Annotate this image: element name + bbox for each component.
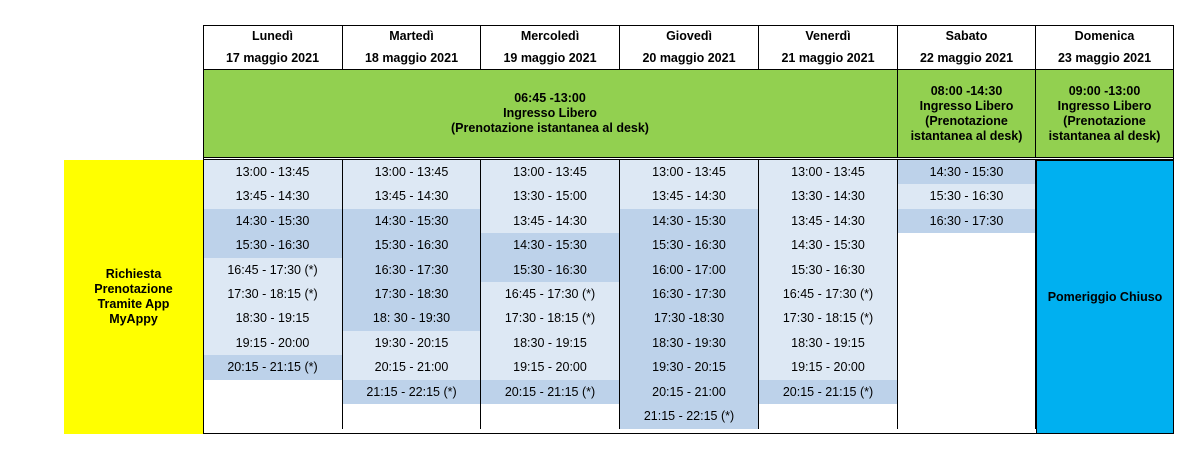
day-header-sun: Domenica [1036, 25, 1174, 47]
time-slot: 15:30 - 16:30 [481, 258, 620, 283]
saturday-morning-block [898, 69, 1036, 158]
empty-slot [203, 404, 343, 429]
grid-line [203, 69, 1174, 70]
saturday-morning-hours: 08:00 -14:30 [930, 83, 1003, 98]
day-header-tue: Martedì [343, 25, 481, 47]
weekday-morning-block [203, 69, 898, 158]
time-slot: 13:45 - 14:30 [620, 184, 759, 209]
sunday-morning-note-2: istantanea al desk) [1048, 128, 1161, 143]
empty-slot [759, 404, 898, 429]
date-wed: 19 maggio 2021 [481, 47, 620, 69]
saturday-morning-entry: Ingresso Libero [919, 98, 1014, 113]
grid-line [1173, 25, 1174, 434]
time-slot: 20:15 - 21:15 (*) [481, 380, 620, 405]
time-slot: 20:15 - 21:00 [620, 380, 759, 405]
sunday-morning-hours: 09:00 -13:00 [1068, 83, 1141, 98]
time-slot: 13:30 - 14:30 [759, 184, 898, 209]
grid-line [203, 433, 1174, 434]
date-sat: 22 maggio 2021 [898, 47, 1036, 69]
time-slot: 16:45 - 17:30 (*) [759, 282, 898, 307]
booking-request-label [64, 160, 203, 434]
weekday-morning-hours: 06:45 -13:00 [514, 91, 586, 105]
empty-slot [898, 380, 1036, 405]
time-slot: 19:30 - 20:15 [343, 331, 481, 356]
sunday-afternoon-closed: Pomeriggio Chiuso [1036, 160, 1174, 434]
booking-label-line-1: Richiesta [105, 267, 162, 281]
saturday-morning-note-2: istantanea al desk) [910, 128, 1023, 143]
grid-line [203, 25, 204, 434]
time-slot: 18:30 - 19:15 [759, 331, 898, 356]
time-slot: 13:45 - 14:30 [481, 209, 620, 234]
time-slot: 17:30 - 18:15 (*) [203, 282, 343, 307]
time-slot: 20:15 - 21:15 (*) [203, 355, 343, 380]
time-slot: 14:30 - 15:30 [620, 209, 759, 234]
time-slot: 17:30 - 18:15 (*) [481, 306, 620, 331]
day-header-wed: Mercoledì [481, 25, 620, 47]
time-slot: 17:30 - 18:15 (*) [759, 306, 898, 331]
time-slot: 19:15 - 20:00 [203, 331, 343, 356]
time-slot: 18:30 - 19:15 [203, 306, 343, 331]
time-slot: 13:00 - 13:45 [203, 160, 343, 185]
time-slot: 15:30 - 16:30 [898, 184, 1036, 209]
time-slot: 14:30 - 15:30 [759, 233, 898, 258]
empty-slot [203, 380, 343, 405]
time-slot: 21:15 - 22:15 (*) [343, 380, 481, 405]
date-mon: 17 maggio 2021 [203, 47, 343, 69]
time-slot: 13:30 - 15:00 [481, 184, 620, 209]
date-tue: 18 maggio 2021 [343, 47, 481, 69]
time-slot: 16:30 - 17:30 [898, 209, 1036, 234]
time-slot: 18:30 - 19:15 [481, 331, 620, 356]
time-slot: 14:30 - 15:30 [898, 160, 1036, 185]
time-slot: 13:45 - 14:30 [759, 209, 898, 234]
time-slot: 16:30 - 17:30 [620, 282, 759, 307]
day-header-mon: Lunedì [203, 25, 343, 47]
empty-slot [898, 404, 1036, 429]
empty-slot [898, 355, 1036, 380]
day-header-thu: Giovedì [620, 25, 759, 47]
date-fri: 21 maggio 2021 [759, 47, 898, 69]
weekday-morning-note: (Prenotazione istantanea al desk) [451, 121, 649, 135]
empty-slot [481, 404, 620, 429]
time-slot: 14:30 - 15:30 [203, 209, 343, 234]
saturday-morning-note: (Prenotazione [925, 113, 1008, 128]
empty-slot [898, 258, 1036, 283]
time-slot: 19:15 - 20:00 [759, 355, 898, 380]
sunday-morning-block [1036, 69, 1174, 158]
grid-line [203, 159, 1174, 160]
time-slot: 15:30 - 16:30 [203, 233, 343, 258]
time-slot: 21:15 - 22:15 (*) [620, 404, 759, 429]
time-slot: 18: 30 - 19:30 [343, 306, 481, 331]
time-slot: 20:15 - 21:00 [343, 355, 481, 380]
time-slot: 19:15 - 20:00 [481, 355, 620, 380]
time-slot: 13:00 - 13:45 [759, 160, 898, 185]
time-slot: 14:30 - 15:30 [343, 209, 481, 234]
sunday-morning-entry: Ingresso Libero [1057, 98, 1152, 113]
date-sun: 23 maggio 2021 [1036, 47, 1174, 69]
time-slot: 15:30 - 16:30 [343, 233, 481, 258]
time-slot: 20:15 - 21:15 (*) [759, 380, 898, 405]
time-slot: 13:45 - 14:30 [203, 184, 343, 209]
time-slot: 15:30 - 16:30 [620, 233, 759, 258]
day-header-fri: Venerdì [759, 25, 898, 47]
time-slot: 13:00 - 13:45 [481, 160, 620, 185]
empty-slot [898, 331, 1036, 356]
schedule-table [64, 25, 1174, 434]
booking-label-line-4: MyAppy [109, 312, 158, 326]
time-slot: 13:45 - 14:30 [343, 184, 481, 209]
grid-line [203, 25, 1174, 26]
time-slot: 16:30 - 17:30 [343, 258, 481, 283]
time-slot: 17:30 -18:30 [620, 306, 759, 331]
empty-slot [898, 233, 1036, 258]
time-slot: 13:00 - 13:45 [620, 160, 759, 185]
weekday-morning-entry: Ingresso Libero [503, 106, 597, 120]
time-slot: 16:00 - 17:00 [620, 258, 759, 283]
date-thu: 20 maggio 2021 [620, 47, 759, 69]
booking-label-line-2: Prenotazione [94, 282, 173, 296]
time-slot: 13:00 - 13:45 [343, 160, 481, 185]
time-slot: 14:30 - 15:30 [481, 233, 620, 258]
time-slot: 15:30 - 16:30 [759, 258, 898, 283]
empty-slot [343, 404, 481, 429]
sunday-morning-note: (Prenotazione [1063, 113, 1146, 128]
time-slot: 16:45 - 17:30 (*) [481, 282, 620, 307]
empty-slot [898, 306, 1036, 331]
empty-slot [898, 282, 1036, 307]
day-header-sat: Sabato [898, 25, 1036, 47]
time-slot: 18:30 - 19:30 [620, 331, 759, 356]
time-slot: 17:30 - 18:30 [343, 282, 481, 307]
time-slot: 16:45 - 17:30 (*) [203, 258, 343, 283]
time-slot: 19:30 - 20:15 [620, 355, 759, 380]
booking-label-line-3: Tramite App [97, 297, 170, 311]
